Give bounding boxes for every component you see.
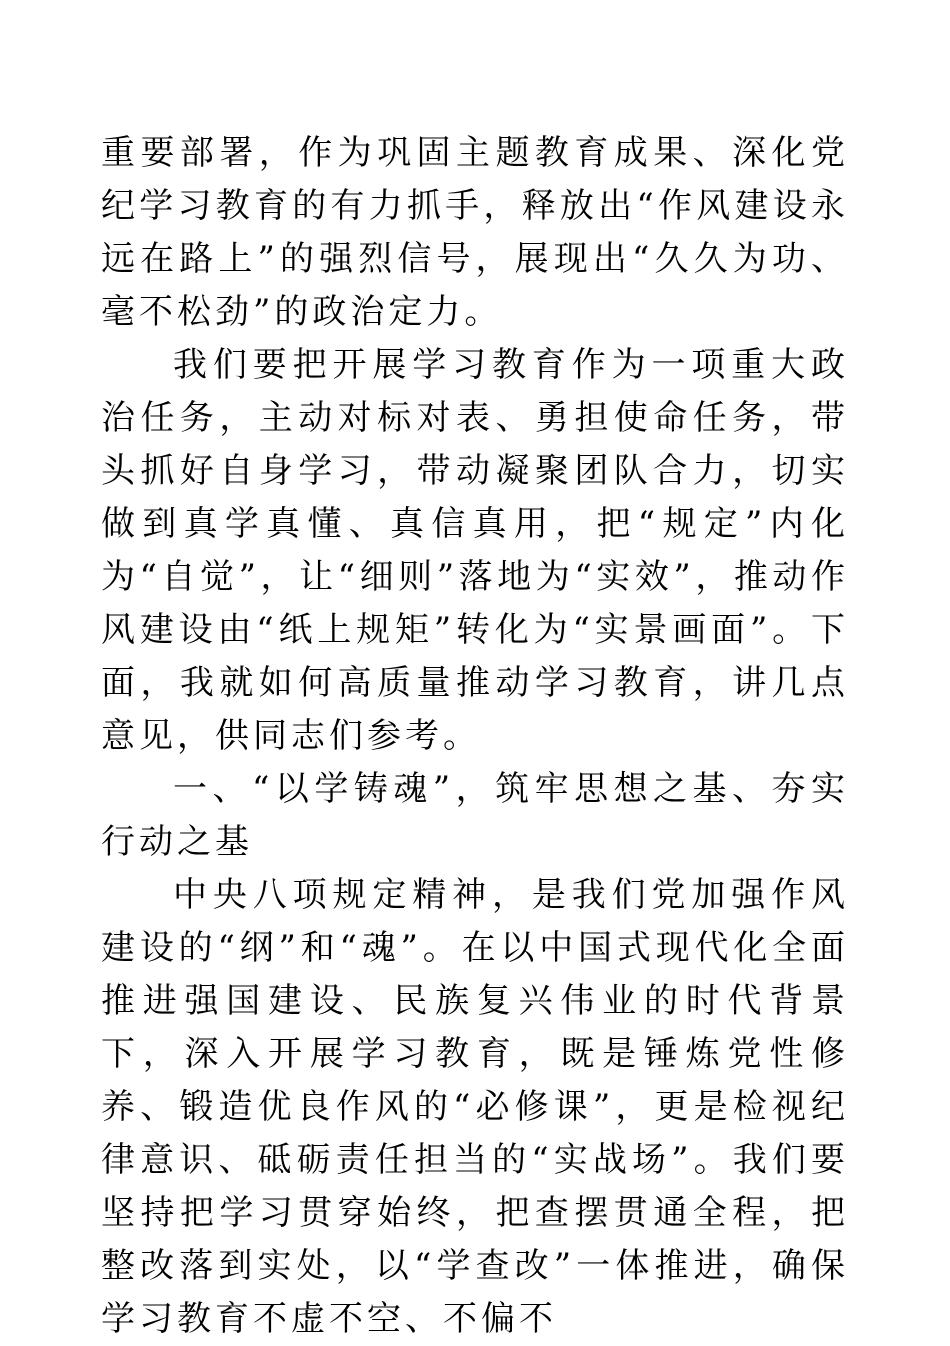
section-heading-1: 一、“以学铸魂”，筑牢思想之基、夯实行动之基 — [101, 769, 849, 862]
paragraph-study-education: 我们要把开展学习教育作为一项重大政治任务，主动对标对表、勇担使命任务，带头抓好自身学习，带动凝聚团队合力，切实做到真学真懂、真信真用，把“规定”内化为“自觉”，让“细则”落地为“实效”，推动作风建设由“纸上规矩”转化为“实景画面”。下面，我就如何高质量推动学习教育，讲几点意见，供同志们参考。 — [101, 345, 849, 756]
paragraph-continuation: 重要部署，作为巩固主题教育成果、深化党纪学习教育的有力抓手，释放出“作风建设永远在路上”的强烈信号，展现出“久久为功、毫不松劲”的政治定力。 — [101, 133, 849, 332]
paragraph-eight-regulations: 中央八项规定精神，是我们党加强作风建设的“纲”和“魂”。在以中国式现代化全面推进强国建设、民族复兴伟业的时代背景下，深入开展学习教育，既是锤炼党性修养、锻造优良作风的“必修课”，更是检视纪律意识、砥砺责任担当的“实战场”。我们要坚持把学习贯穿始终，把查摆贯通全程，把整改落到实处，以“学查改”一体推进，确保学习教育不虚不空、不偏不 — [101, 875, 849, 1339]
